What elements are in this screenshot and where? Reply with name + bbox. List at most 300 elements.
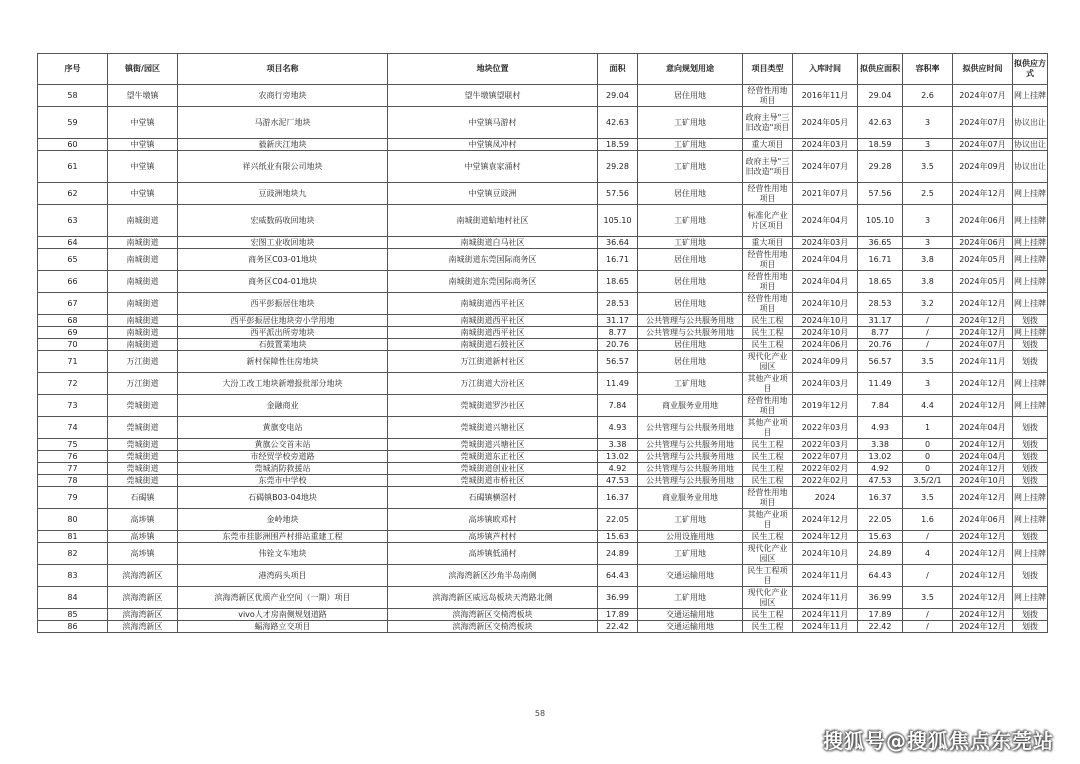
table-cell: 2024年09月 [793, 351, 858, 373]
table-cell: 居住用地 [638, 339, 743, 351]
table-row [38, 351, 1048, 373]
table-cell: 交通运输用地 [638, 621, 743, 633]
table-cell: 47.53 [858, 475, 903, 487]
table-cell: 22.42 [858, 621, 903, 633]
table-cell: 高埗镇 [108, 543, 178, 565]
table-cell: 政府主导"三旧改造"项目 [743, 107, 793, 139]
table-cell: 南城街道西平社区 [388, 315, 598, 327]
table-cell: 2024年12月 [953, 293, 1013, 315]
table-row [38, 249, 1048, 271]
table-cell: 63 [38, 205, 108, 237]
table-cell: 宏威数码收回地块 [178, 205, 388, 237]
table-cell: 29.04 [598, 85, 638, 107]
table-cell: 网上挂牌 [1013, 373, 1048, 395]
table-cell: 居住用地 [638, 183, 743, 205]
column-header: 面积 [598, 54, 638, 85]
table-cell: 经营性用地项目 [743, 487, 793, 509]
table-cell: 高埗镇欧邓村 [388, 509, 598, 531]
table-cell: 2024年12月 [953, 487, 1013, 509]
table-cell: 滨海湾新区 [108, 621, 178, 633]
table-cell: 18.59 [858, 139, 903, 151]
table-cell: 民生工程 [743, 463, 793, 475]
table-cell: 经营性用地项目 [743, 85, 793, 107]
table-cell: 划拨 [1013, 531, 1048, 543]
table-cell: 民生工程 [743, 531, 793, 543]
table-cell: 2024年12月 [953, 463, 1013, 475]
table-cell: 64.43 [598, 565, 638, 587]
table-cell: 36.65 [858, 237, 903, 249]
table-cell: 57.56 [598, 183, 638, 205]
table-cell: 64 [38, 237, 108, 249]
table-cell: 22.05 [598, 509, 638, 531]
table-cell: 76 [38, 451, 108, 463]
table-cell: 南城街道 [108, 293, 178, 315]
table-cell: 滨海湾新区交椅湾板块 [388, 621, 598, 633]
table-cell: 政府主导"三旧改造"项目 [743, 151, 793, 183]
table-cell: 0 [903, 463, 953, 475]
table-cell: 15.63 [598, 531, 638, 543]
table-cell: 划拨 [1013, 609, 1048, 621]
table-cell: 61 [38, 151, 108, 183]
table-cell: 2024年12月 [793, 531, 858, 543]
table-row [38, 293, 1048, 315]
table-cell: 42.63 [598, 107, 638, 139]
table-cell: 2024年11月 [793, 565, 858, 587]
table-cell: 2024年12月 [953, 327, 1013, 339]
table-cell: 2024年10月 [793, 315, 858, 327]
table-cell: 3.38 [598, 439, 638, 451]
table-cell: 57.56 [858, 183, 903, 205]
table-cell: 网上挂牌 [1014, 237, 1046, 247]
table-row [38, 531, 1048, 543]
table-cell: 85 [38, 609, 108, 621]
table-cell: 47.53 [598, 475, 638, 487]
table-cell: 2024年11月 [793, 609, 858, 621]
table-cell: 莞城街道 [108, 417, 178, 439]
table-cell: 2024年12月 [953, 621, 1013, 633]
table-cell: 划拨 [1013, 565, 1048, 587]
table-cell: 3 [903, 107, 953, 139]
table-cell: 莞城街道罗沙社区 [388, 395, 598, 417]
table-cell: 3.2 [903, 293, 953, 315]
table-cell: 南城街道 [108, 327, 178, 339]
table-cell: 36.99 [858, 587, 903, 609]
table-cell: 工矿用地 [638, 107, 743, 139]
table-cell: 24.89 [598, 543, 638, 565]
table-cell: 8.77 [858, 327, 903, 339]
table-cell: 南城街道 [108, 271, 178, 293]
table-cell: 划拨 [1013, 621, 1048, 633]
table-cell: 16.71 [598, 249, 638, 271]
table-cell: 协议出让 [1013, 107, 1048, 139]
table-cell: 滨海湾新区 [108, 587, 178, 609]
table-cell: 3.8 [903, 271, 953, 293]
table-cell: 南城街道石鼓社区 [388, 339, 598, 351]
table-row [38, 417, 1048, 439]
column-header: 容积率 [903, 54, 953, 85]
table-cell: 67 [38, 293, 108, 315]
table-row [38, 487, 1048, 509]
table-cell: 莞城街道 [108, 463, 178, 475]
table-cell: 68 [38, 315, 108, 327]
table-cell: / [903, 621, 953, 633]
table-cell: 2024年07月 [953, 339, 1013, 351]
table-cell: 20.76 [858, 339, 903, 351]
table-cell: 黄旗变电站 [178, 417, 388, 439]
table-cell: 港湾码头项目 [178, 565, 388, 587]
page-number: 58 [534, 709, 546, 718]
table-cell: 4.93 [858, 417, 903, 439]
table-row [38, 339, 1048, 351]
table-cell: 经营性用地项目 [743, 395, 793, 417]
table-cell: 2024年12月 [793, 509, 858, 531]
table-cell: 石碣镇B03-04地块 [178, 487, 388, 509]
table-cell: 84 [38, 587, 108, 609]
table-cell: 商务区C03-01地块 [178, 249, 388, 271]
table-cell: 2024年03月 [793, 373, 858, 395]
table-cell: 新村保障性住房地块 [178, 351, 388, 373]
table-cell: 1 [903, 417, 953, 439]
table-cell: 工矿用地 [638, 587, 743, 609]
table-cell: 毅新庆江地块 [178, 139, 388, 151]
land-supply-table [37, 53, 1048, 633]
table-cell: 81 [38, 531, 108, 543]
table-cell: 公共管理与公共服务用地 [638, 439, 743, 451]
table-cell: 8.77 [598, 327, 638, 339]
table-cell: 工矿用地 [638, 205, 743, 237]
table-cell: 莞城街道创业社区 [388, 463, 598, 475]
table-cell: 2024年06月 [953, 205, 1013, 237]
table-cell: 78 [38, 475, 108, 487]
table-cell: 南城街道 [108, 205, 178, 237]
table-cell: 2024年12月 [953, 373, 1013, 395]
table-cell: 莞城街道东正社区 [388, 451, 598, 463]
table-body [38, 85, 1048, 633]
table-cell: 中堂镇 [108, 151, 178, 183]
table-cell: 南城街道 [108, 249, 178, 271]
table-cell: 16.37 [858, 487, 903, 509]
table-cell: 2024年06月 [953, 237, 1013, 249]
table-cell: 网上挂牌 [1013, 543, 1048, 565]
table-cell: 2022年02月 [793, 475, 858, 487]
table-cell: 公共管理与公共服务用地 [638, 475, 743, 487]
table-cell: 商业服务业用地 [638, 395, 743, 417]
table-cell: 15.63 [858, 531, 903, 543]
table-cell: 59 [38, 107, 108, 139]
table-cell: 3.5 [903, 587, 953, 609]
table-cell: 2024年05月 [953, 249, 1013, 271]
table-cell: 105.10 [598, 205, 638, 237]
table-cell: 滨海湾新区 [108, 565, 178, 587]
table-cell: 13.02 [858, 451, 903, 463]
table-cell: 划拨 [1013, 475, 1048, 487]
table-cell: 万江街道 [108, 373, 178, 395]
table-cell: 7.84 [858, 395, 903, 417]
table-cell: 29.28 [598, 151, 638, 183]
table-cell: 16.37 [598, 487, 638, 509]
table-row [38, 451, 1048, 463]
table-cell: 2024年12月 [953, 183, 1013, 205]
table-cell: 4.92 [858, 463, 903, 475]
watermark: 搜狐号@搜狐焦点东莞站 [823, 729, 1054, 753]
table-cell: 商业服务业用地 [638, 487, 743, 509]
table-cell: 交通运输用地 [638, 609, 743, 621]
table-cell: 20.76 [598, 339, 638, 351]
table-cell: 民生工程 [743, 439, 793, 451]
table-cell: 民生工程 [743, 451, 793, 463]
table-cell: 协议出让 [1014, 139, 1046, 149]
table-cell: 73 [38, 395, 108, 417]
table-cell: 交通运输用地 [638, 565, 743, 587]
table-cell: 伟铨文车地块 [178, 543, 388, 565]
table-cell: 标准化产业片区项目 [743, 205, 793, 237]
table-cell: 划拨 [1013, 351, 1048, 373]
table-cell: 东莞市挂影洲围芦村排站重建工程 [178, 531, 388, 543]
column-header: 项目名称 [178, 54, 388, 85]
table-cell: 3 [903, 373, 953, 395]
table-cell: 18.59 [598, 139, 638, 151]
table-cell: 2024年05月 [793, 107, 858, 139]
table-cell: 西平彭振居住地块旁小学用地 [178, 315, 388, 327]
table-cell: 望牛墩镇 [108, 85, 178, 107]
table-cell: 莞城街道 [108, 475, 178, 487]
table-cell: 17.89 [858, 609, 903, 621]
table-cell: 莞城街道兴塘社区 [388, 439, 598, 451]
table-cell: 64.43 [858, 565, 903, 587]
table-row [38, 107, 1048, 139]
table-cell: 31.17 [598, 315, 638, 327]
table-cell: 网上挂牌 [1013, 249, 1048, 271]
column-header: 项目类型 [743, 54, 793, 85]
table-cell: 7.84 [598, 395, 638, 417]
table-cell: 3 [903, 237, 953, 249]
table-cell: 滨海湾新区交椅湾板块 [388, 609, 598, 621]
table-cell: 62 [38, 183, 108, 205]
table-cell: 划拨 [1013, 315, 1048, 327]
table-cell: 1.6 [903, 509, 953, 531]
column-header: 拟供应面积 [858, 54, 903, 85]
table-row [38, 373, 1048, 395]
table-cell: 2024年07月 [793, 151, 858, 183]
table-cell: 中堂镇豆豉洲 [388, 183, 598, 205]
table-cell: 71 [38, 351, 108, 373]
table-cell: 2024年06月 [953, 509, 1013, 531]
table-row [38, 439, 1048, 451]
table-header-row [38, 54, 1048, 85]
table-cell: 商务区C04-01地块 [178, 271, 388, 293]
table-cell: 莞城街道 [108, 451, 178, 463]
table-cell: 现代化产业园区 [743, 587, 793, 609]
table-cell: 莞城街道 [108, 439, 178, 451]
table-row [38, 237, 1048, 249]
table-cell: 工矿用地 [638, 237, 743, 249]
table-cell: 石鼓置業地块 [178, 339, 388, 351]
table-cell: 中堂镇 [108, 183, 178, 205]
table-cell: 2024年09月 [953, 151, 1013, 183]
table-cell: 2024年06月 [793, 339, 858, 351]
table-cell: 石碣镇 [108, 487, 178, 509]
table-cell: 南城街道 [108, 315, 178, 327]
table-cell: 0 [903, 451, 953, 463]
table-cell: 其他产业项目 [743, 509, 793, 531]
table-cell: 划拨 [1013, 339, 1048, 351]
table-cell: 3.5/2/1 [903, 475, 953, 487]
table-cell: 其他产业项目 [743, 417, 793, 439]
table-cell: 11.49 [858, 373, 903, 395]
table-cell: 万江街道大汾社区 [388, 373, 598, 395]
table-row [38, 183, 1048, 205]
table-cell: 南城街道东莞国际商务区 [388, 249, 598, 271]
table-cell: 南城街道西平社区 [388, 293, 598, 315]
column-header: 意向规划用途 [638, 54, 743, 85]
table-cell: 77 [38, 463, 108, 475]
table-cell: 南城街道白马社区 [388, 237, 598, 249]
table-cell: 公用设施用地 [638, 531, 743, 543]
table-cell: 3 [903, 139, 953, 151]
table-cell: 民生工程 [743, 475, 793, 487]
table-row [38, 139, 1048, 151]
table-cell: 2024年12月 [953, 587, 1013, 609]
column-header: 镇街/园区 [108, 54, 178, 85]
table-row [38, 271, 1048, 293]
table-cell: 24.89 [858, 543, 903, 565]
table-cell: 经营性用地项目 [743, 271, 793, 293]
table-cell: 高埗镇低涌村 [388, 543, 598, 565]
table-cell: 58 [38, 85, 108, 107]
table-cell: 2024年12月 [953, 609, 1013, 621]
land-supply-table-sheet [37, 53, 1047, 633]
table-cell: 2024年03月 [793, 139, 858, 151]
table-cell: 网上挂牌 [1013, 587, 1048, 609]
table-cell: 划拨 [1013, 463, 1048, 475]
table-cell: 民生工程项目 [743, 565, 793, 587]
table-cell: 2024年11月 [793, 587, 858, 609]
table-cell: 莞城街道市桥社区 [388, 475, 598, 487]
table-cell: 2024年07月 [953, 85, 1013, 107]
table-cell: 工矿用地 [638, 509, 743, 531]
table-cell: 中堂镇 [108, 139, 178, 151]
table-row [38, 395, 1048, 417]
table-cell: 2022年07月 [793, 451, 858, 463]
table-cell: 宏图工业收回地块 [178, 237, 388, 249]
table-cell: 滨海湾新区 [108, 609, 178, 621]
table-cell: 划拨 [1013, 439, 1048, 451]
table-cell: 居住用地 [638, 249, 743, 271]
table-cell: 56.57 [598, 351, 638, 373]
table-cell: 2024年12月 [953, 543, 1013, 565]
table-cell: 16.71 [858, 249, 903, 271]
table-cell: 黄旗公交首末站 [178, 439, 388, 451]
table-cell: 4.92 [598, 463, 638, 475]
table-cell: 2024年07月 [953, 139, 1013, 151]
table-row [38, 621, 1048, 633]
table-cell: 民生工程 [743, 315, 793, 327]
table-cell: 29.28 [858, 151, 903, 183]
table-cell: 18.65 [598, 271, 638, 293]
table-cell: 南城街道西平社区 [388, 327, 598, 339]
table-cell: 2024年04月 [793, 205, 858, 237]
table-cell: 豆豉洲地块九 [178, 183, 388, 205]
table-cell: 滨海湾新区沙角半岛南侧 [388, 565, 598, 587]
table-cell: 22.05 [858, 509, 903, 531]
column-header: 拟供应方式 [1013, 54, 1048, 85]
table-cell: 31.17 [858, 315, 903, 327]
table-cell: 105.10 [858, 205, 903, 237]
table-cell: 现代化产业园区 [743, 543, 793, 565]
table-cell: 高埗镇芦村村 [388, 531, 598, 543]
table-cell: 莞城消防救援站 [178, 463, 388, 475]
table-cell: 网上挂牌 [1013, 509, 1048, 531]
table-cell: 经营性用地项目 [743, 183, 793, 205]
table-cell: 万江街道新村社区 [388, 351, 598, 373]
table-cell: 协议出让 [1013, 151, 1048, 183]
table-cell: 工矿用地 [638, 139, 743, 151]
table-cell: 2021年07月 [793, 183, 858, 205]
table-cell: 网上挂牌 [1013, 487, 1048, 509]
table-cell: 22.42 [598, 621, 638, 633]
table-cell: 现代化产业园区 [743, 351, 793, 373]
table-cell: 2024年05月 [953, 271, 1013, 293]
table-cell: 3.38 [858, 439, 903, 451]
table-row [38, 565, 1048, 587]
table-cell: 网上挂牌 [1013, 293, 1048, 315]
table-cell: 蝠海路立交项目 [178, 621, 388, 633]
table-cell: 望牛墩镇望联村 [388, 85, 598, 107]
table-row [38, 327, 1048, 339]
table-cell: 划拨 [1013, 451, 1048, 463]
table-cell: 2024年10月 [793, 327, 858, 339]
table-cell: 3.8 [903, 249, 953, 271]
table-cell: 2024 [793, 487, 858, 509]
table-cell: 82 [38, 543, 108, 565]
table-cell: 民生工程 [743, 327, 793, 339]
table-cell: 2024年04月 [953, 451, 1013, 463]
table-cell: 大汾工改工地块新增报批部分地块 [178, 373, 388, 395]
table-cell: 4.93 [598, 417, 638, 439]
table-cell: 2024年12月 [953, 439, 1013, 451]
table-cell: 西平派出所旁地块 [178, 327, 388, 339]
table-cell: 60 [38, 139, 108, 151]
table-row [38, 475, 1048, 487]
table-cell: 公共管理与公共服务用地 [638, 417, 743, 439]
table-cell: 民生工程 [743, 621, 793, 633]
table-row [38, 463, 1048, 475]
table-cell: 其他产业项目 [743, 373, 793, 395]
table-cell: 3.5 [903, 151, 953, 183]
table-cell: / [903, 315, 953, 327]
table-cell: 祥兴纸业有限公司地块 [178, 151, 388, 183]
table-cell: 2024年12月 [953, 395, 1013, 417]
table-cell: 莞城街道兴塘社区 [388, 417, 598, 439]
table-cell: 3.5 [903, 487, 953, 509]
table-cell: 70 [38, 339, 108, 351]
table-cell: 13.02 [598, 451, 638, 463]
table-cell: 2024年12月 [953, 565, 1013, 587]
table-cell: 民生工程 [743, 339, 793, 351]
table-cell: 网上挂牌 [1013, 85, 1048, 107]
table-cell: 3 [903, 205, 953, 237]
table-cell: 2.5 [903, 183, 953, 205]
table-cell: / [903, 609, 953, 621]
table-cell: 网上挂牌 [1014, 327, 1046, 337]
table-cell: 农商行旁地块 [178, 85, 388, 107]
table-cell: 2024年10月 [793, 293, 858, 315]
table-cell: 80 [38, 509, 108, 531]
table-cell: 滨海湾新区优质产业空间（一期）项目 [178, 587, 388, 609]
table-cell: 万江街道 [108, 351, 178, 373]
table-cell: 2.6 [903, 85, 953, 107]
table-cell: 75 [38, 439, 108, 451]
